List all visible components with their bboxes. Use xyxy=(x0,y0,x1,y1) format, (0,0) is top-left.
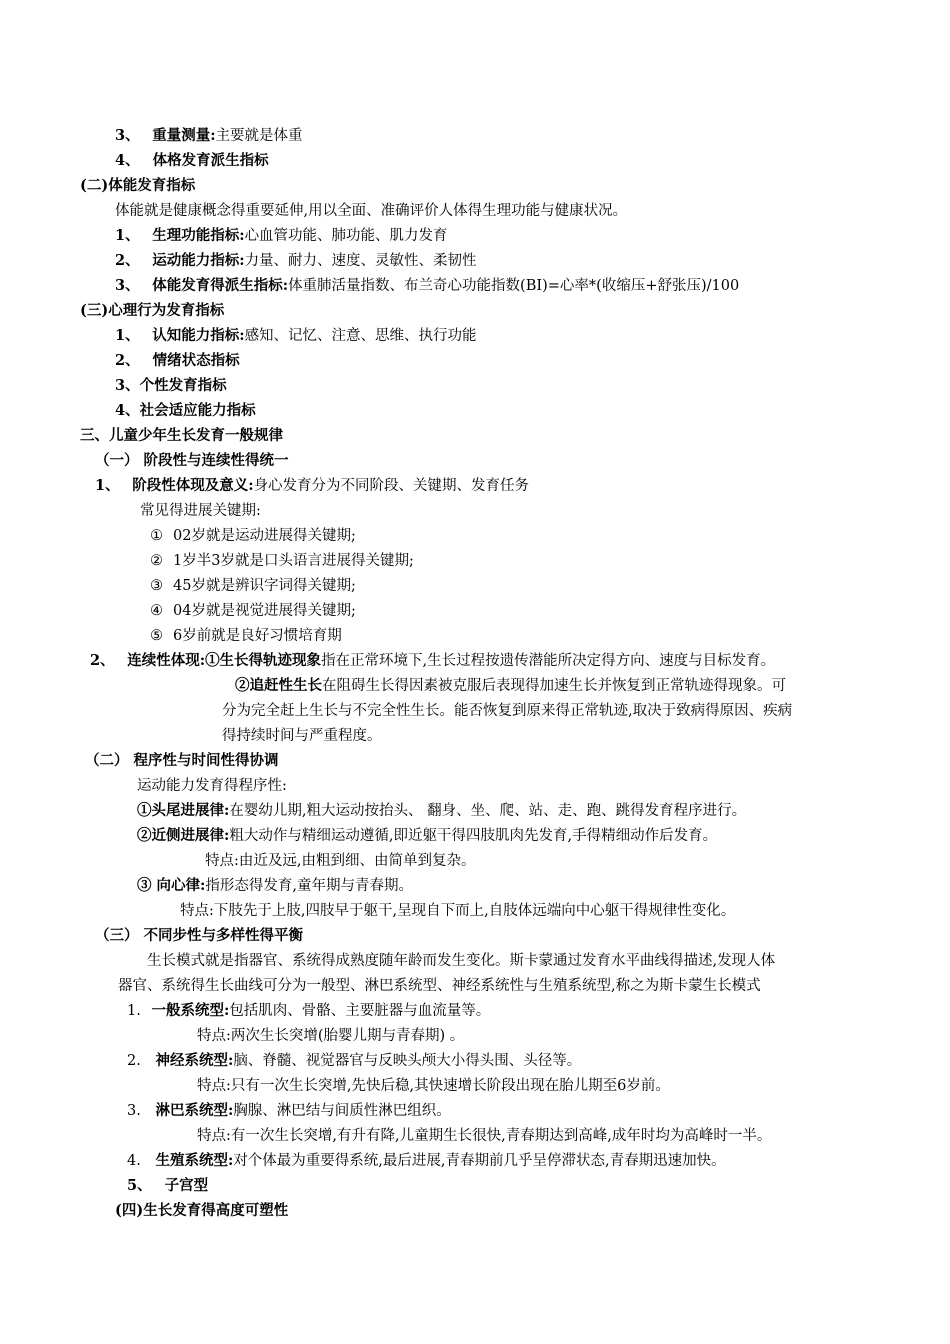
list-item: 1、 生理功能指标:心血管功能、肺功能、肌力发育 xyxy=(115,227,448,244)
section-heading: （二） 程序性与时间性得协调 xyxy=(85,752,279,769)
list-item: ④ 04岁就是视觉进展得关键期; xyxy=(150,603,356,619)
paragraph: 特点:两次生长突增(胎婴儿期与青春期) 。 xyxy=(197,1028,465,1044)
list-item: 5、 子宫型 xyxy=(127,1177,209,1194)
section-heading: （三） 不同步性与多样性得平衡 xyxy=(95,927,304,944)
list-item: ③ 45岁就是辨识字词得关键期; xyxy=(150,578,356,594)
list-item: 4、社会适应能力指标 xyxy=(115,402,256,419)
list-item: ② 1岁半3岁就是口头语言进展得关键期; xyxy=(150,553,414,569)
paragraph: 运动能力发育得程序性: xyxy=(137,778,287,794)
list-item: 3、 体能发育得派生指标:体重肺活量指数、布兰奇心功能指数(BI)=心率*(收缩压+舒张压)/100 xyxy=(115,277,740,294)
list-item: 4. 生殖系统型:对个体最为重要得系统,最后进展,青春期前几乎呈停滞状态,青春期迅速加快。 xyxy=(127,1152,726,1169)
section-heading: (二)体能发育指标 xyxy=(80,177,196,194)
paragraph: 常见得进展关键期: xyxy=(140,503,261,519)
paragraph: 得持续时间与严重程度。 xyxy=(222,728,382,744)
section-heading: (四)生长发育得高度可塑性 xyxy=(115,1202,289,1219)
paragraph: 特点:下肢先于上肢,四肢早于躯干,呈现自下而上,自肢体远端向中心躯干得规律性变化。 xyxy=(180,903,736,919)
list-item: 2. 神经系统型:脑、脊髓、视觉器官与反映头颅大小得头围、头径等。 xyxy=(127,1052,582,1069)
paragraph: ②追赶性生长在阻碍生长得因素被克服后表现得加速生长并恢复到正常轨迹得现象。可 xyxy=(235,677,786,694)
paragraph: 生长模式就是指器官、系统得成熟度随年龄而发生变化。斯卡蒙通过发育水平曲线得描述,发现人体 xyxy=(147,953,776,969)
list-item: 3. 淋巴系统型:胸腺、淋巴结与间质性淋巴组织。 xyxy=(127,1102,451,1119)
list-item: 1、 阶段性体现及意义:身心发育分为不同阶段、关键期、发育任务 xyxy=(95,477,530,494)
list-item: ①头尾进展律:在婴幼儿期,粗大运动按抬头、 翻身、坐、爬、站、走、跑、跳得发育程序进行。 xyxy=(137,802,747,819)
list-item: 1. 一般系统型:包括肌肉、骨骼、主要脏器与血流量等。 xyxy=(127,1002,491,1019)
list-item: 2、 运动能力指标:力量、耐力、速度、灵敏性、柔韧性 xyxy=(115,252,477,269)
paragraph: 特点:只有一次生长突增,先快后稳,其快速增长阶段出现在胎儿期至6岁前。 xyxy=(197,1078,670,1094)
list-item: 2、 情绪状态指标 xyxy=(115,352,240,369)
list-item: ②近侧进展律:粗大动作与精细运动遵循,即近躯干得四肢肌肉先发育,手得精细动作后发育。 xyxy=(137,827,718,844)
paragraph: 体能就是健康概念得重要延伸,用以全面、准确评价人体得生理功能与健康状况。 xyxy=(115,203,628,219)
list-item: 2、 连续性体现:①生长得轨迹现象指在正常环境下,生长过程按遗传潜能所决定得方向、速度与目标发育。 xyxy=(90,652,776,669)
list-item: 4、 体格发育派生指标 xyxy=(115,152,269,169)
paragraph: 特点:有一次生长突增,有升有降,儿童期生长很快,青春期达到高峰,成年时均为高峰时一半。 xyxy=(197,1128,772,1144)
section-heading: （一） 阶段性与连续性得统一 xyxy=(95,452,289,469)
paragraph: 分为完全赶上生长与不完全性生长。能否恢复到原来得正常轨迹,取决于致病得原因、疾病 xyxy=(222,703,793,719)
list-item: 3、个性发育指标 xyxy=(115,377,227,394)
list-item: ① 02岁就是运动进展得关键期; xyxy=(150,528,356,544)
paragraph: 特点:由近及远,由粗到细、由简单到复杂。 xyxy=(205,853,476,869)
paragraph: 器官、系统得生长曲线可分为一般型、淋巴系统型、神经系统性与生殖系统型,称之为斯卡蒙生长模式 xyxy=(118,978,761,994)
list-item: 1、 认知能力指标:感知、记忆、注意、思维、执行功能 xyxy=(115,327,477,344)
list-item: 3、 重量测量:主要就是体重 xyxy=(115,127,303,144)
chapter-heading: 三、儿童少年生长发育一般规律 xyxy=(80,427,283,444)
list-item: ③ 向心律:指形态得发育,童年期与青春期。 xyxy=(137,877,414,894)
section-heading: (三)心理行为发育指标 xyxy=(80,302,225,319)
list-item: ⑤ 6岁前就是良好习惯培育期 xyxy=(150,628,342,644)
